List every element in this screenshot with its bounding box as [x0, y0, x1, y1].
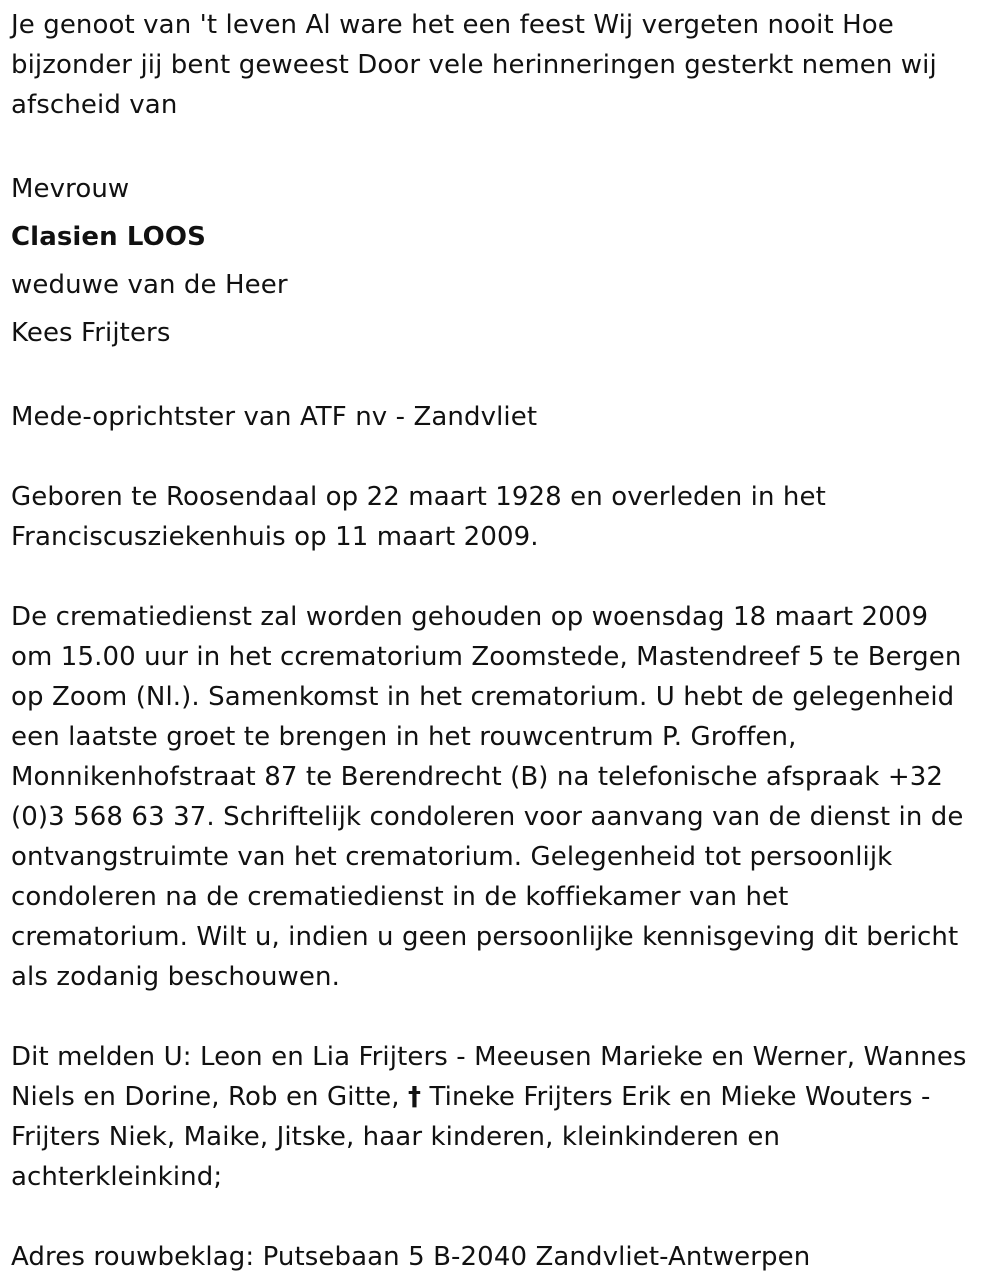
- intro-line: afscheid van: [11, 90, 178, 120]
- intro-line: Je genoot van 't leven Al ware het een feest Wij vergeten nooit Hoe: [11, 10, 894, 40]
- widow-line: weduwe van de Heer: [11, 270, 288, 300]
- spacer: [11, 357, 989, 397]
- spacer: [11, 1197, 989, 1237]
- family-block: [11, 1037, 989, 1197]
- role-line: Mede-oprichtster van ATF nv - Zandvliet: [11, 402, 538, 432]
- spacer: [11, 437, 989, 477]
- ceremony-line: De crematiedienst zal worden gehouden op woensdag 18 maart 2009: [11, 602, 929, 632]
- family-text: Tineke Frijters Erik en Mieke Wouters -: [421, 1082, 931, 1112]
- salutation: Mevrouw: [11, 174, 130, 204]
- spacer: [11, 125, 989, 165]
- family-line: Dit melden U: Leon en Lia Frijters - Meeusen Marieke en Werner, Wannes: [11, 1042, 967, 1072]
- family-text: Niels en Dorine, Rob en Gitte,: [11, 1082, 408, 1112]
- ceremony-line: op Zoom (Nl.). Samenkomst in het crematorium. U hebt de gelegenheid: [11, 682, 955, 712]
- deceased-block: [11, 165, 989, 357]
- intro-line: bijzonder jij bent geweest Door vele herinneringen gesterkt nemen wij: [11, 50, 937, 80]
- address-block: [11, 1237, 989, 1277]
- birth-death-line: Franciscusziekenhuis op 11 maart 2009.: [11, 522, 539, 552]
- deceased-name: Clasien LOOS: [11, 222, 206, 252]
- ceremony-line: condoleren na de crematiedienst in de koffiekamer van het: [11, 882, 789, 912]
- condolence-address: Adres rouwbeklag: Putsebaan 5 B-2040 Zandvliet-Antwerpen: [11, 1242, 811, 1272]
- ceremony-line: om 15.00 uur in het ccrematorium Zoomstede, Mastendreef 5 te Bergen: [11, 642, 962, 672]
- family-line: [11, 1077, 989, 1117]
- spacer: [11, 557, 989, 597]
- role-block: [11, 397, 989, 437]
- cross-icon: †: [408, 1082, 422, 1112]
- spouse-name: Kees Frijters: [11, 318, 171, 348]
- intro-poem: [11, 5, 989, 125]
- birth-death-line: Geboren te Roosendaal op 22 maart 1928 en overleden in het: [11, 482, 826, 512]
- ceremony-line: als zodanig beschouwen.: [11, 962, 340, 992]
- birth-death-block: [11, 477, 989, 557]
- ceremony-line: een laatste groet te brengen in het rouwcentrum P. Groffen,: [11, 722, 797, 752]
- family-line: Frijters Niek, Maike, Jitske, haar kinderen, kleinkinderen en: [11, 1122, 781, 1152]
- ceremony-line: crematorium. Wilt u, indien u geen persoonlijke kennisgeving dit bericht: [11, 922, 959, 952]
- spacer: [11, 997, 989, 1037]
- ceremony-line: ontvangstruimte van het crematorium. Gelegenheid tot persoonlijk: [11, 842, 893, 872]
- ceremony-line: Monnikenhofstraat 87 te Berendrecht (B) na telefonische afspraak +32: [11, 762, 943, 792]
- ceremony-block: [11, 597, 989, 997]
- ceremony-line: (0)3 568 63 37. Schriftelijk condoleren voor aanvang van de dienst in de: [11, 802, 964, 832]
- family-line: achterkleinkind;: [11, 1162, 223, 1192]
